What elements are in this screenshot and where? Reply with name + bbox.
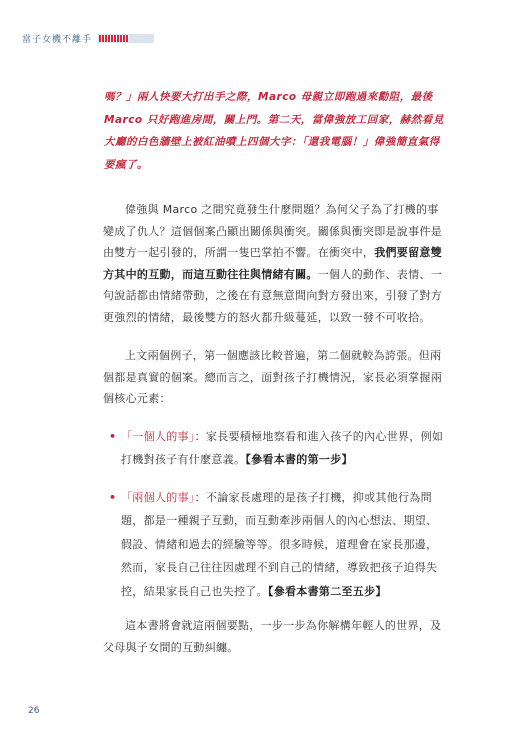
page-number: 26 — [28, 706, 40, 716]
body-paragraph-2: 上文兩個例子，第一個應該比較普遍，第二個就較為誇張。但兩個都是真實的個案。總而言之，面對孩子打機情況，家長必須掌握兩個核心元素： — [103, 349, 442, 405]
header-decoration-bar — [98, 34, 154, 43]
paragraph-1-emphasis: 我們要留意雙方其中的互動，而這互動往往與情緒有關。 — [103, 246, 443, 281]
bullet-term: 「一個人的事」 — [121, 429, 195, 443]
paragraph-1-rest: 一個人的動作、表情、一句說話都由情緒帶動，之後在有意無意間向對方發出來，引發了對方更強烈的情緒，最後雙方的怒火都升級蔓延，以致一發不可收拾。 — [103, 267, 443, 324]
page-content — [103, 86, 448, 658]
bullet-dot-icon: • — [109, 490, 117, 504]
bullet-reference: 【參看本書第二至五步】 — [267, 584, 387, 598]
case-quote: 嗎？」兩人快要大打出手之際，Marco 母親立即跑過來勸阻，最後 Marco 只好跑進房間，關上門。第二天，當偉強放工回家，赫然看見大廳的白色牆壁上被紅油噴上四個大字：「還我電腦！」偉強簡直氣得要瘋了。 — [104, 91, 444, 171]
bullet-text: ：家長要積極地察看和進入孩子的內心世界，例如打機對孩子有什麼意義。 — [121, 429, 444, 466]
header-bar-stripes — [99, 35, 129, 42]
bullet-item-one-person — [109, 425, 448, 472]
paragraph-1-intro: 偉強與 Marco 之間究竟發生什麼問題？為何父子為了打機的事變成了仇人？這個個案凸顯出關係與衝突。關係與衝突即是說事件是由雙方一起引發的，所謂一隻巴掌拍不響。在衝突中， — [103, 203, 442, 259]
body-paragraph-3: 這本書將會就這兩個要點，一步一步為你解構年輕人的世界，及父母與子女間的互動糾纏。 — [103, 619, 442, 654]
body-paragraph-1 — [103, 199, 448, 328]
bullet-item-two-people — [109, 486, 448, 604]
bullet-dot-icon: • — [109, 429, 117, 443]
running-header — [22, 32, 154, 45]
bullet-term: 「兩個人的事」 — [121, 490, 195, 504]
book-title: 當子女機不離手 — [22, 35, 93, 45]
bullet-reference: 【參看本書的第一步】 — [245, 453, 353, 466]
bullet-text: ：不論家長處理的是孩子打機，抑或其他行為問題，都是一種親子互動，而互動牽涉兩個人的內心想法、期望、假設、情緒和過去的經驗等等。很多時候，道理會在家長那邊，然而，家長自己往往因處理不到自己的情緒，導致把孩子迫得失控，結果家長自己也失控了。 — [121, 490, 438, 598]
